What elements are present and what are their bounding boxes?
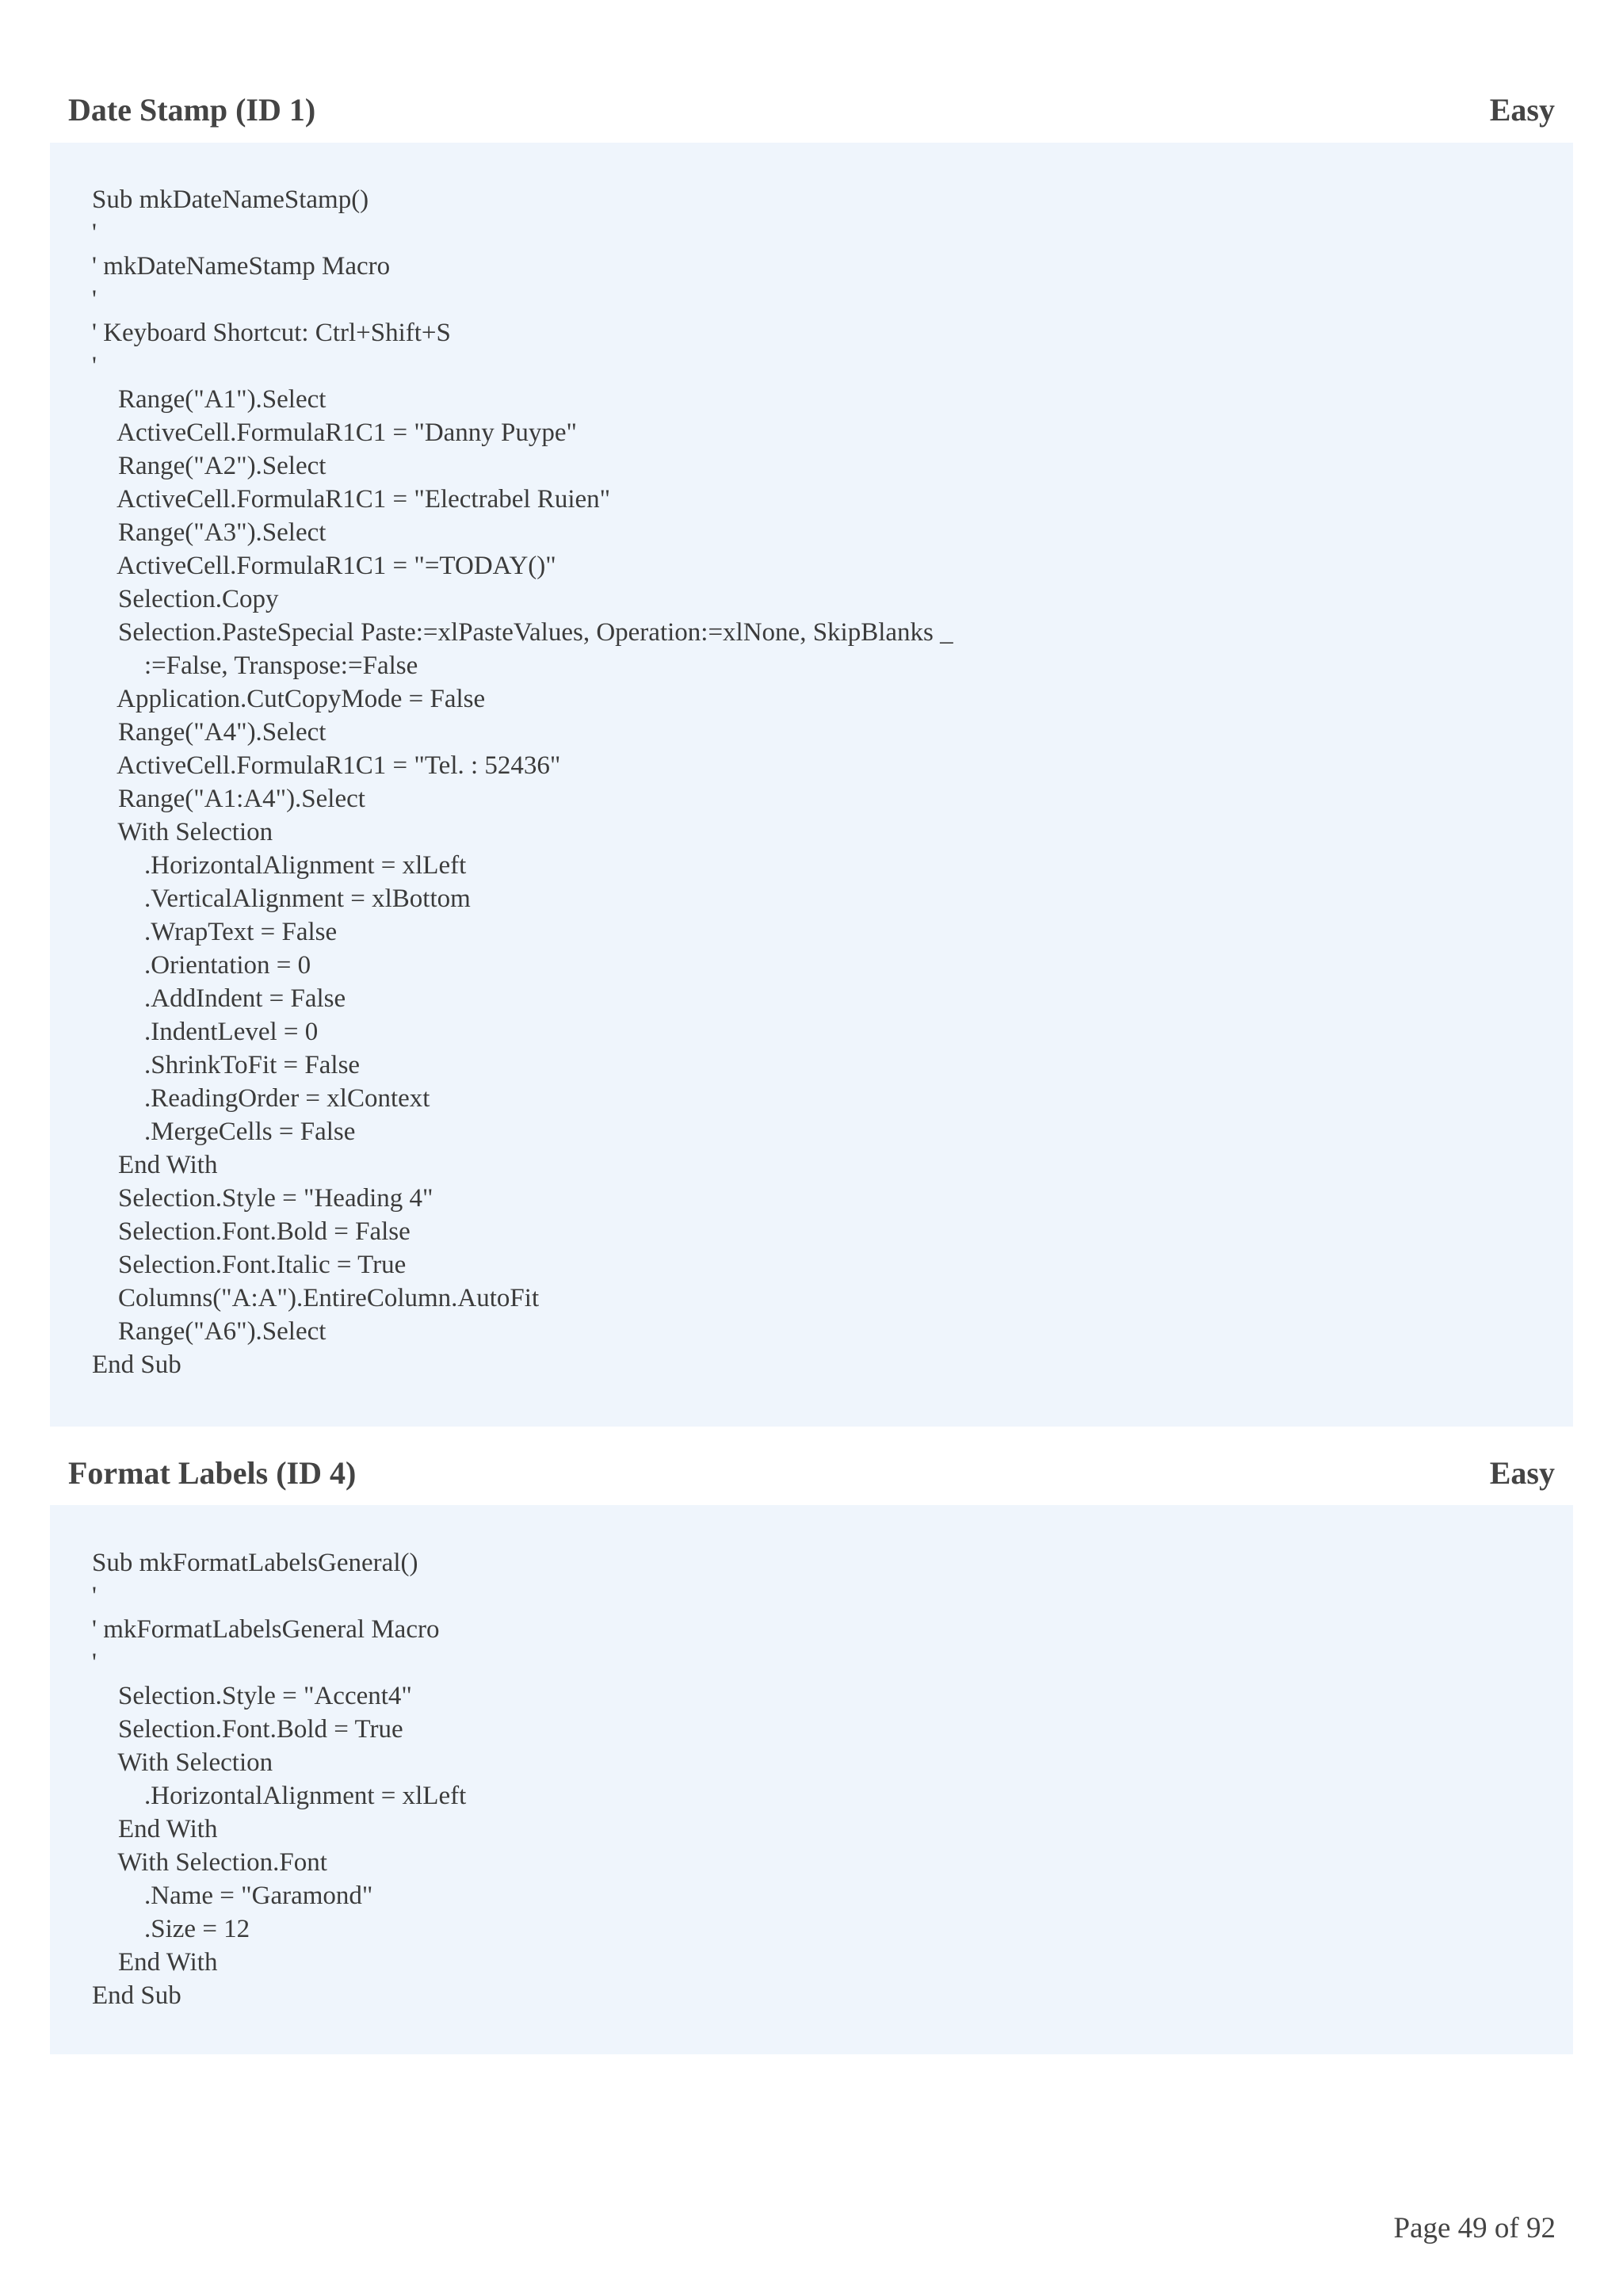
code-line: ActiveCell.FormulaR1C1 = "Tel. : 52436" <box>92 751 561 780</box>
section-title: Format Labels (ID 4) <box>68 1454 357 1491</box>
code-line: ' mkDateNameStamp Macro <box>92 252 391 281</box>
section-title: Date Stamp (ID 1) <box>68 91 316 128</box>
code-line: Selection.Style = "Accent4" <box>92 1682 412 1710</box>
code-line: End Sub <box>92 1981 181 2010</box>
code-line: Range("A1").Select <box>92 385 327 414</box>
code-line: Selection.Copy <box>92 585 279 613</box>
difficulty-badge: Easy <box>1489 91 1555 128</box>
code-line: .Size = 12 <box>92 1915 250 1943</box>
code-line: .Name = "Garamond" <box>92 1881 373 1910</box>
section-header-format-labels <box>68 1449 1555 1496</box>
code-line: .ShrinkToFit = False <box>92 1051 361 1079</box>
code-line: .ReadingOrder = xlContext <box>92 1084 430 1113</box>
page-number: Page 49 of 92 <box>1393 2212 1556 2244</box>
code-line: ' <box>92 1648 97 1677</box>
code-line: Range("A6").Select <box>92 1317 327 1346</box>
code-line: .VerticalAlignment = xlBottom <box>92 884 471 913</box>
code-line: Selection.Font.Italic = True <box>92 1251 407 1279</box>
code-line: Range("A2").Select <box>92 452 327 480</box>
code-line: .Orientation = 0 <box>92 951 311 980</box>
code-line: .AddIndent = False <box>92 984 346 1013</box>
code-line: Range("A1:A4").Select <box>92 785 365 813</box>
code-line: End With <box>92 1948 218 1977</box>
code-line: .HorizontalAlignment = xlLeft <box>92 851 467 880</box>
code-line: .WrapText = False <box>92 918 338 946</box>
code-line: Selection.PasteSpecial Paste:=xlPasteValues, Operation:=xlNone, SkipBlanks _ <box>92 618 953 647</box>
code-line: ' mkFormatLabelsGeneral Macro <box>92 1615 440 1644</box>
code-line: ' <box>92 219 97 247</box>
code-line: With Selection <box>92 1748 273 1777</box>
code-line: ' <box>92 285 97 314</box>
code-line: Selection.Font.Bold = False <box>92 1217 411 1246</box>
code-line: End With <box>92 1815 218 1843</box>
code-line: Selection.Style = "Heading 4" <box>92 1184 433 1213</box>
code-block-format-labels <box>50 1505 1573 2054</box>
code-line: ActiveCell.FormulaR1C1 = "=TODAY()" <box>92 552 556 580</box>
code-line: ' Keyboard Shortcut: Ctrl+Shift+S <box>92 319 451 347</box>
code-line: ActiveCell.FormulaR1C1 = "Danny Puype" <box>92 418 578 447</box>
code-line: .HorizontalAlignment = xlLeft <box>92 1782 467 1810</box>
code-line: .IndentLevel = 0 <box>92 1018 319 1046</box>
code-line: Range("A3").Select <box>92 518 327 547</box>
code-line: Columns("A:A").EntireColumn.AutoFit <box>92 1284 540 1312</box>
code-line: Application.CutCopyMode = False <box>92 685 486 713</box>
code-line: End Sub <box>92 1350 181 1379</box>
section-header-date-stamp <box>68 86 1555 133</box>
code-line: With Selection <box>92 818 273 846</box>
code-line: With Selection.Font <box>92 1848 327 1877</box>
code-line: .MergeCells = False <box>92 1117 356 1146</box>
code-line: :=False, Transpose:=False <box>92 651 418 680</box>
code-line: ' <box>92 1582 97 1610</box>
code-line: ' <box>92 352 97 380</box>
code-line: ActiveCell.FormulaR1C1 = "Electrabel Ruien" <box>92 485 611 514</box>
code-block-date-stamp <box>50 143 1573 1427</box>
difficulty-badge: Easy <box>1489 1454 1555 1491</box>
code-line: End With <box>92 1151 218 1179</box>
code-line: Sub mkDateNameStamp() <box>92 185 369 214</box>
code-line: Range("A4").Select <box>92 718 327 747</box>
code-line: Sub mkFormatLabelsGeneral() <box>92 1549 418 1577</box>
code-line: Selection.Font.Bold = True <box>92 1715 403 1744</box>
